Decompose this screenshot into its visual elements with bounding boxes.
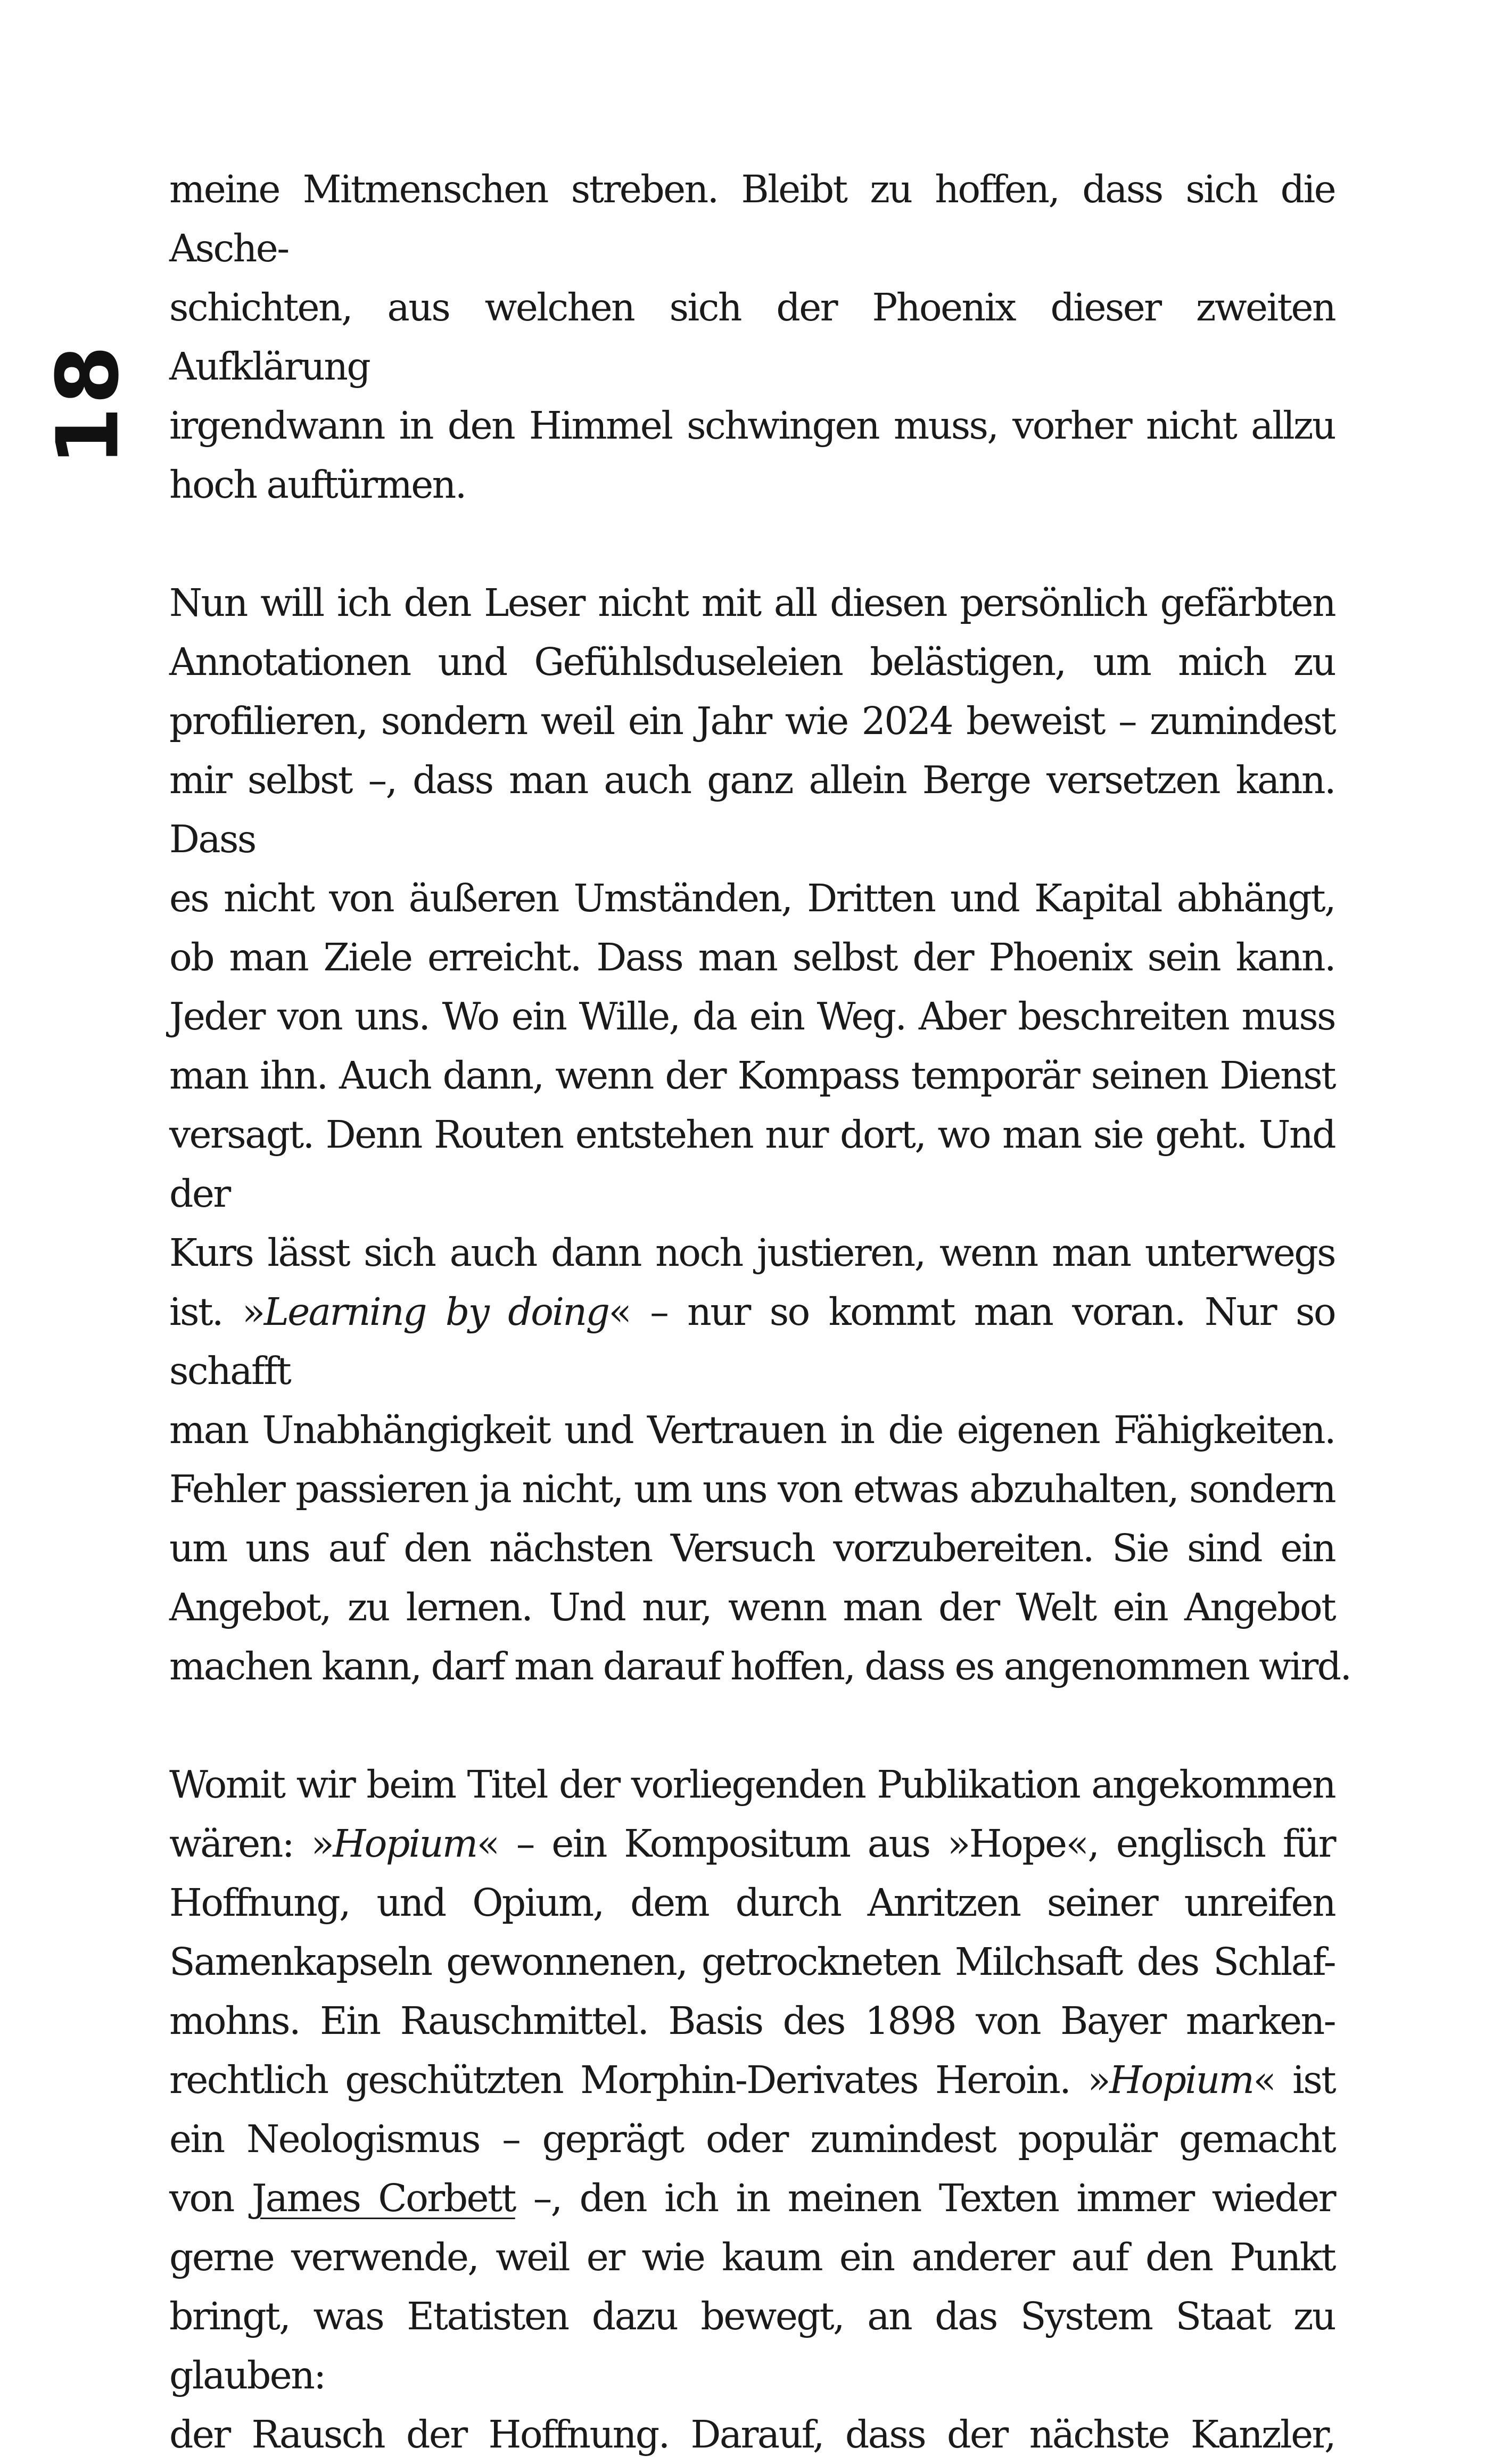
text-line xyxy=(169,2169,1335,2228)
text-line xyxy=(169,2405,1335,2464)
text-line xyxy=(169,987,1335,1046)
text-line xyxy=(169,160,1335,278)
page-number xyxy=(38,343,137,466)
italic-text: Hopium xyxy=(1109,2058,1254,2102)
text-line xyxy=(169,691,1335,751)
text-run: Nun will ich den Leser nicht mit all diesen persönlich gefärbten xyxy=(169,581,1335,625)
text-run: –, den ich in meinen Texten immer wieder xyxy=(515,2176,1335,2220)
text-line xyxy=(169,278,1335,396)
paragraph xyxy=(169,160,1335,514)
text-line xyxy=(169,1105,1335,1223)
text-run: Annotationen und Gefühlsduseleien belästigen, um mich zu xyxy=(169,640,1335,684)
text-line xyxy=(169,1400,1335,1460)
text-line xyxy=(169,1460,1335,1519)
text-line xyxy=(169,1046,1335,1105)
text-line xyxy=(169,632,1335,691)
body-text xyxy=(169,160,1351,2464)
italic-text: Hopium xyxy=(333,1822,477,1866)
text-run: Hoffnung, und Opium, dem durch Anritzen seiner unreifen xyxy=(169,1881,1335,1925)
text-line xyxy=(169,1755,1335,1814)
text-line xyxy=(169,1932,1335,1991)
text-line xyxy=(169,1991,1335,2050)
text-line xyxy=(169,2050,1335,2109)
text-run: ob man Ziele erreicht. Dass man selbst der Phoenix sein kann. xyxy=(169,935,1335,979)
text-line xyxy=(169,869,1335,928)
text-line xyxy=(169,2287,1335,2405)
text-run: Kurs lässt sich auch dann noch justieren, wenn man unterwegs xyxy=(169,1231,1335,1275)
text-run: versagt. Denn Routen entstehen nur dort, wo man sie geht. Und der xyxy=(169,1112,1335,1216)
page-number-text: 18 xyxy=(38,343,137,466)
text-run: ein Neologismus – geprägt oder zumindest populär gemacht xyxy=(169,2117,1335,2161)
paragraph xyxy=(169,573,1351,1696)
text-run: mohns. Ein Rauschmittel. Basis des 1898 von Bayer marken- xyxy=(169,1999,1335,2043)
text-line xyxy=(169,1282,1335,1400)
text-line xyxy=(169,1873,1335,1932)
text-run: « ist xyxy=(1253,2058,1335,2102)
text-run: der Rausch der Hoffnung. Darauf, dass der nächste Kanzler, xyxy=(169,2412,1335,2457)
text-line xyxy=(169,573,1335,632)
text-line xyxy=(169,1578,1335,1637)
text-line xyxy=(169,1814,1335,1873)
text-line xyxy=(169,1223,1335,1282)
text-run: von xyxy=(169,2176,252,2220)
text-run: rechtlich geschützten Morphin-Derivates Heroin. » xyxy=(169,2058,1110,2102)
text-line xyxy=(169,2228,1335,2287)
text-run: schichten, aus welchen sich der Phoenix dieser zweiten Aufklärung xyxy=(169,285,1335,389)
text-run: mir selbst –, dass man auch ganz allein Berge versetzen kann. Dass xyxy=(169,758,1335,861)
text-line xyxy=(169,455,1335,514)
text-run: « – ein Kompositum aus »Hope«, englisch für xyxy=(476,1822,1335,1866)
text-run: Jeder von uns. Wo ein Wille, da ein Weg. Aber beschreiten muss xyxy=(169,994,1335,1039)
text-run: ist. » xyxy=(169,1290,264,1334)
author-link[interactable]: James Corbett xyxy=(251,2176,515,2220)
text-run: Angebot, zu lernen. Und nur, wenn man der Welt ein Angebot xyxy=(169,1585,1335,1629)
text-run: Womit wir beim Titel der vorliegenden Publikation angekommen xyxy=(169,1762,1335,1807)
text-run: um uns auf den nächsten Versuch vorzubereiten. Sie sind ein xyxy=(169,1526,1335,1570)
text-run: man ihn. Auch dann, wenn der Kompass temporär seinen Dienst xyxy=(169,1053,1335,1098)
text-run: man Unabhängigkeit und Vertrauen in die eigenen Fähigkeiten. xyxy=(169,1408,1335,1452)
text-run: es nicht von äußeren Umständen, Dritten und Kapital abhängt, xyxy=(169,876,1335,920)
text-line xyxy=(169,928,1335,987)
italic-text: Learning by doing xyxy=(263,1290,609,1334)
text-line xyxy=(169,2109,1335,2169)
text-run: hoch auftürmen. xyxy=(169,463,466,507)
text-run: gerne verwende, weil er wie kaum ein anderer auf den Punkt xyxy=(169,2235,1335,2279)
text-run: bringt, was Etatisten dazu bewegt, an das System Staat zu glauben: xyxy=(169,2294,1335,2397)
text-run: profilieren, sondern weil ein Jahr wie 2024 beweist – zumindest xyxy=(169,699,1335,743)
paragraph xyxy=(169,1755,1335,2464)
text-run: meine Mitmenschen streben. Bleibt zu hoffen, dass sich die Asche- xyxy=(169,167,1335,270)
text-line xyxy=(169,751,1335,869)
text-line xyxy=(169,1519,1335,1578)
text-run: « – nur so kommt man voran. Nur so schafft xyxy=(169,1290,1335,1393)
text-run: machen kann, darf man darauf hoffen, dass es angenommen wird. xyxy=(169,1644,1351,1688)
text-line xyxy=(169,1637,1351,1696)
text-run: Fehler passieren ja nicht, um uns von etwas abzuhalten, sondern xyxy=(169,1467,1335,1511)
text-line xyxy=(169,396,1335,455)
text-run: wären: » xyxy=(169,1822,333,1866)
text-run: irgendwann in den Himmel schwingen muss, vorher nicht allzu xyxy=(169,403,1335,448)
text-run: Samenkapseln gewonnenen, getrockneten Milchsaft des Schlaf- xyxy=(169,1940,1335,1984)
